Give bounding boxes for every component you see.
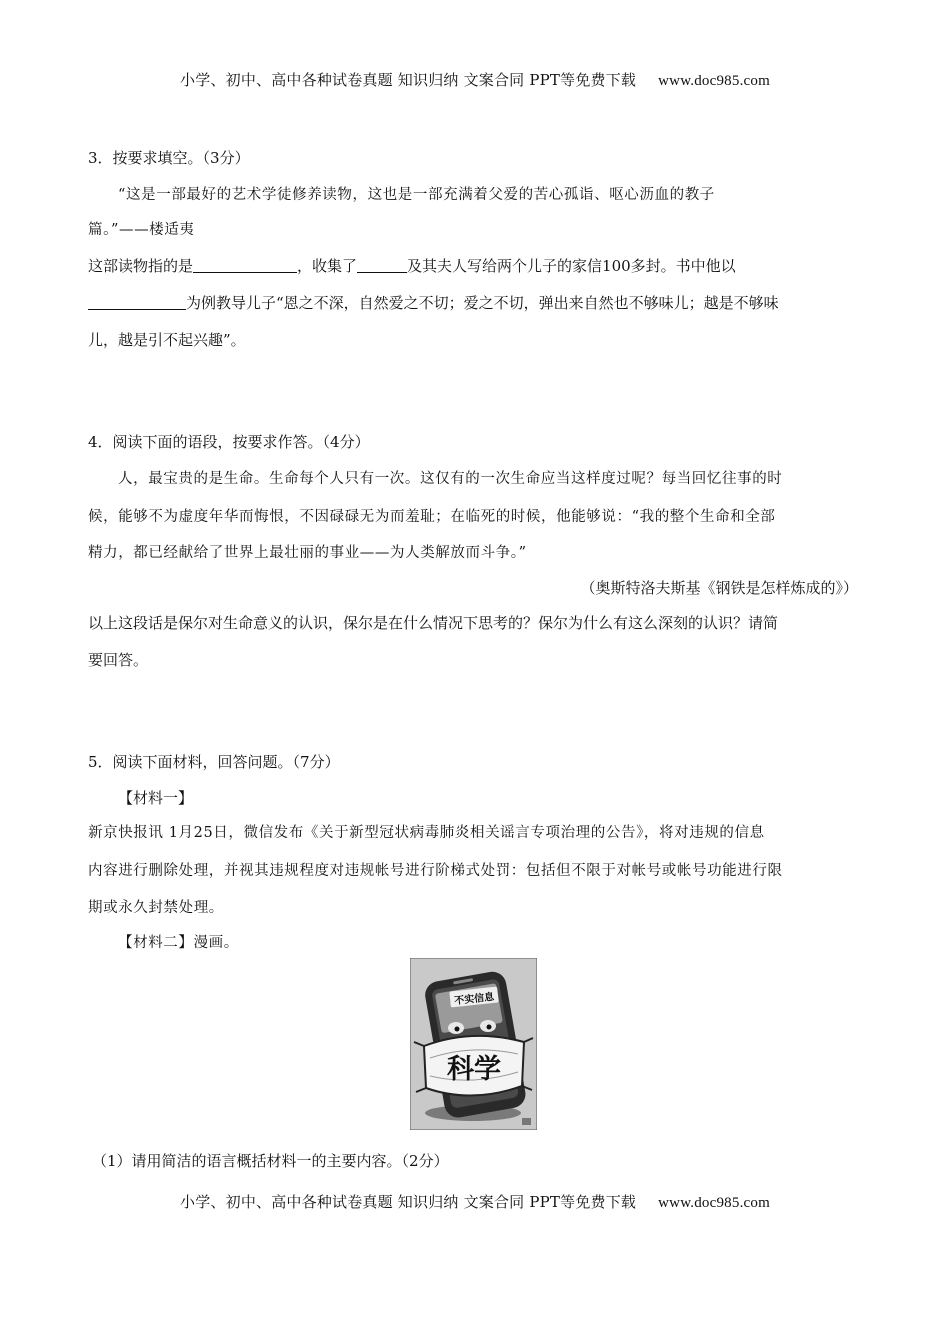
q3-line1-a: 这部读物指的是 xyxy=(88,257,194,275)
q5-material1-line1: 新京快报讯 1月25日，微信发布《关于新型冠状病毒肺炎相关谣言专项治理的公告》，将对违规的信息 xyxy=(88,825,765,841)
q4-passage-line2: 候，能够不为虚度年华而悔恨，不因碌碌无为而羞耻；在临死的时候，他能够说：“我的整个生命和全部 xyxy=(88,509,776,525)
page-footer xyxy=(0,1191,950,1212)
cartoon-image xyxy=(410,958,537,1130)
q5-material1-line2: 内容进行删除处理，并视其违规程度对违规帐号进行阶梯式处罚：包括但不限于对帐号或帐号功能进行限 xyxy=(88,863,783,879)
footer-text: 小学、初中、高中各种试卷真题 知识归纳 文案合同 PPT等免费下载 xyxy=(180,1193,637,1211)
q5-sub1: （1）请用简洁的语言概括材料一的主要内容。（2分） xyxy=(92,1152,449,1170)
q3-line1-c: 及其夫人写给两个儿子的家信100多封。书中他以 xyxy=(407,257,736,275)
q4-passage-line1: 人，最宝贵的是生命。生命每个人只有一次。这仅有的一次生命应当这样度过呢？每当回忆往事的时 xyxy=(118,471,783,487)
q3-line3: 儿，越是引不起兴趣”。 xyxy=(88,331,246,349)
footer-site[interactable]: www.doc985.com xyxy=(658,1195,770,1211)
page-header xyxy=(0,69,950,90)
q3-blank-example[interactable] xyxy=(88,295,186,310)
q4-passage-line3: 精力，都已经献给了世界上最壮丽的事业——为人类解放而斗争。” xyxy=(88,545,527,561)
q3-title: 3．按要求填空。（3分） xyxy=(88,149,250,167)
q3-line1-b: ，收集了 xyxy=(297,257,358,275)
q5-material2-label: 【材料二】漫画。 xyxy=(118,935,239,951)
header-site[interactable]: www.doc985.com xyxy=(658,73,770,89)
q3-quote-line2: 篇。”——楼适夷 xyxy=(88,222,195,238)
q3-line1 xyxy=(88,255,858,276)
q5-material1-label: 【材料一】 xyxy=(118,789,194,807)
q4-question-line1: 以上这段话是保尔对生命意义的认识，保尔是在什么情况下思考的？保尔为什么有这么深刻的认识？请简 xyxy=(88,614,779,632)
cartoon-signature xyxy=(522,1118,531,1125)
cartoon-phone-text: 不实信息 xyxy=(453,991,495,1008)
header-text: 小学、初中、高中各种试卷真题 知识归纳 文案合同 PPT等免费下载 xyxy=(180,71,637,89)
q3-line2-text: 为例教导儿子“恩之不深，自然爱之不切；爱之不切，弹出来自然也不够味儿；越是不够味 xyxy=(186,294,779,312)
q4-source: （奥斯特洛夫斯基《钢铁是怎样炼成的》） xyxy=(580,579,858,597)
cartoon-mask-text: 科学 xyxy=(447,1054,501,1085)
q3-quote-line1: “这是一部最好的艺术学徒修养读物，这也是一部充满着父爱的苦心孤诣、呕心沥血的教子 xyxy=(118,187,715,203)
q4-title: 4．阅读下面的语段，按要求作答。（4分） xyxy=(88,433,370,451)
q3-line2 xyxy=(88,292,858,313)
q3-blank-book[interactable] xyxy=(193,258,297,273)
q5-material1-line3: 期或永久封禁处理。 xyxy=(88,900,224,916)
q4-question-line2: 要回答。 xyxy=(88,651,149,669)
q5-title: 5．阅读下面材料，回答问题。（7分） xyxy=(88,753,340,771)
q3-blank-author[interactable] xyxy=(357,258,407,273)
